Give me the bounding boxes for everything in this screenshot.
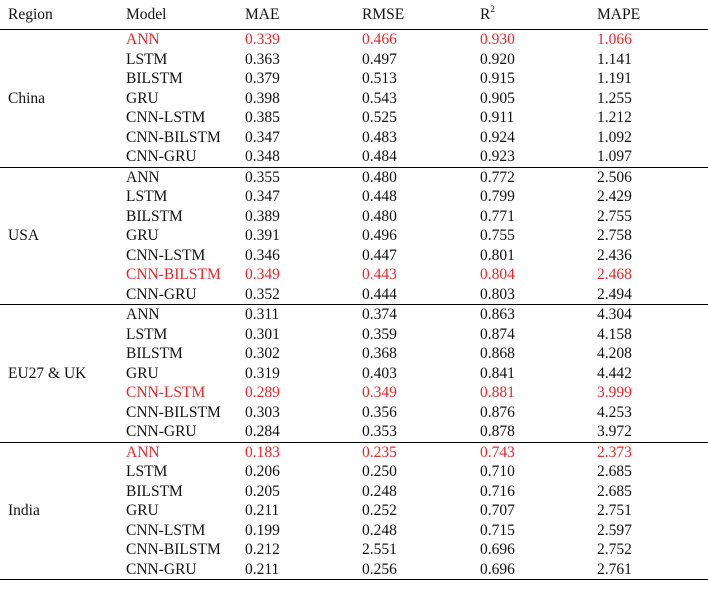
mape-cell: 1.255 [597,89,632,107]
mae-cell: 0.385 [245,109,280,126]
mae-cell: 0.284 [245,423,280,440]
r2-cell: 0.696 [480,560,597,580]
mae-cell: 0.346 [245,246,280,264]
model-cell: CNN-GRU [126,148,197,165]
header-row [0,0,708,30]
mae-cell: 0.211 [245,502,280,519]
mape-cell: 1.191 [597,70,632,87]
mape-cell: 2.597 [597,521,632,539]
header-region: Region [0,0,126,30]
r2-cell: 0.868 [480,345,515,362]
r2-cell: 0.923 [480,148,515,165]
model-cell: CNN-GRU [126,423,197,440]
rmse-cell: 0.443 [362,266,397,283]
r2-cell: 0.755 [480,227,515,244]
model-cell: GRU [126,364,159,382]
region-cell: India [0,442,126,580]
r2-cell: 0.772 [480,167,597,187]
rmse-cell: 0.466 [362,31,397,48]
mape-cell: 2.468 [597,266,632,283]
rmse-cell: 0.444 [362,285,397,303]
mae-cell: 0.319 [245,364,280,382]
mape-cell: 2.761 [597,560,708,580]
model-cell: CNN-LSTM [126,109,206,126]
r2-cell: 0.915 [480,70,515,87]
model-cell: CNN-LSTM [126,384,206,401]
mae-cell: 0.355 [245,167,362,187]
mae-cell: 0.339 [245,31,280,48]
header-rmse: RMSE [362,0,480,30]
r2-cell: 0.715 [480,521,515,539]
header-mae: MAE [245,0,362,30]
rmse-cell: 0.359 [362,325,397,343]
mape-cell: 2.685 [597,463,632,480]
r2-cell: 0.881 [480,384,515,401]
rmse-cell: 0.480 [362,167,480,187]
r2-cell: 0.911 [480,109,515,126]
model-cell: GRU [126,227,159,244]
mape-cell: 4.208 [597,345,632,362]
model-cell: CNN-GRU [126,560,245,580]
model-cell: BILSTM [126,70,183,87]
rmse-cell: 2.551 [362,541,397,558]
rmse-cell: 0.235 [362,442,480,462]
mae-cell: 0.212 [245,541,280,558]
table-row [0,30,708,50]
rmse-cell: 0.349 [362,384,397,401]
header-r2-superscript: 2 [490,4,495,14]
mae-cell: 0.347 [245,128,280,146]
r2-cell: 0.863 [480,305,597,325]
model-cell: LSTM [126,188,168,205]
model-cell: BILSTM [126,207,183,225]
header-mape: MAPE [597,0,708,30]
mape-cell: 1.097 [597,148,632,165]
table-row [0,305,708,325]
r2-cell: 0.930 [480,31,515,48]
model-cell: LSTM [126,50,168,68]
r2-cell: 0.801 [480,246,515,264]
mape-cell: 4.442 [597,364,632,382]
mae-cell: 0.398 [245,89,280,107]
model-cell: LSTM [126,325,168,343]
rmse-cell: 0.250 [362,463,397,480]
rmse-cell: 0.374 [362,305,480,325]
model-cell: BILSTM [126,482,183,500]
r2-cell: 0.771 [480,207,515,225]
mape-cell: 1.141 [597,50,632,68]
table-row [0,167,708,187]
model-cell: BILSTM [126,345,183,362]
rmse-cell: 0.252 [362,502,397,519]
rmse-cell: 0.256 [362,560,480,580]
mape-cell: 2.436 [597,246,632,264]
mae-cell: 0.211 [245,560,362,580]
model-cell: GRU [126,502,159,519]
mae-cell: 0.311 [245,305,362,325]
r2-cell: 0.710 [480,463,515,480]
region-cell: USA [0,167,126,305]
r2-cell: 0.707 [480,502,515,519]
mape-cell: 3.972 [597,423,632,440]
rmse-cell: 0.248 [362,521,397,539]
r2-cell: 0.696 [480,541,515,558]
mae-cell: 0.303 [245,403,280,421]
mae-cell: 0.349 [245,266,280,283]
rmse-cell: 0.543 [362,89,397,107]
rmse-cell: 0.496 [362,227,397,244]
mape-cell: 2.758 [597,227,632,244]
r2-cell: 0.799 [480,188,515,205]
mae-cell: 0.289 [245,384,280,401]
header-r2 [480,0,597,30]
mae-cell: 0.183 [245,442,362,462]
mae-cell: 0.347 [245,188,280,205]
model-cell: LSTM [126,463,168,480]
r2-cell: 0.804 [480,266,515,283]
r2-cell: 0.874 [480,325,515,343]
mae-cell: 0.363 [245,50,280,68]
model-cell: ANN [126,31,160,48]
rmse-cell: 0.248 [362,482,397,500]
mae-cell: 0.379 [245,70,280,87]
mae-cell: 0.199 [245,521,280,539]
rmse-cell: 0.448 [362,188,397,205]
header-model: Model [126,0,245,30]
r2-cell: 0.878 [480,423,515,440]
r2-cell: 0.905 [480,89,515,107]
model-cell: CNN-BILSTM [126,128,221,146]
rmse-cell: 0.353 [362,423,397,440]
mae-cell: 0.389 [245,207,280,225]
mape-cell: 2.506 [597,167,708,187]
region-cell: China [8,89,46,107]
mae-cell: 0.301 [245,325,280,343]
rmse-cell: 0.403 [362,364,397,382]
model-cell: ANN [126,305,245,325]
header-r2-base: R [480,6,491,23]
model-cell: CNN-LSTM [126,521,206,539]
model-cell: CNN-BILSTM [126,403,221,421]
mae-cell: 0.205 [245,482,280,500]
mape-cell: 2.685 [597,482,632,500]
model-cell: CNN-BILSTM [126,541,221,558]
r2-cell: 0.924 [480,128,515,146]
rmse-cell: 0.497 [362,50,397,68]
r2-cell: 0.920 [480,50,515,68]
mae-cell: 0.302 [245,345,280,362]
model-cell: GRU [126,89,159,107]
model-cell: CNN-GRU [126,285,197,303]
mape-cell: 2.429 [597,188,632,205]
rmse-cell: 0.484 [362,148,397,165]
mape-cell: 4.253 [597,403,632,421]
r2-cell: 0.876 [480,403,515,421]
mape-cell: 4.158 [597,325,632,343]
rmse-cell: 0.356 [362,403,397,421]
rmse-cell: 0.525 [362,109,397,126]
mape-cell: 4.304 [597,305,708,325]
model-cell: ANN [126,442,245,462]
mape-cell: 2.755 [597,207,632,225]
mae-cell: 0.348 [245,148,280,165]
table-body [0,30,708,580]
r2-cell: 0.743 [480,442,597,462]
model-cell: ANN [126,167,245,187]
mae-cell: 0.206 [245,463,280,480]
rmse-cell: 0.483 [362,128,397,146]
rmse-cell: 0.447 [362,246,397,264]
mape-cell: 3.999 [597,384,632,401]
model-cell: CNN-BILSTM [126,266,221,283]
mape-cell: 1.092 [597,128,632,146]
rmse-cell: 0.513 [362,70,397,87]
r2-cell: 0.716 [480,482,515,500]
mape-cell: 2.751 [597,502,632,519]
mape-cell: 2.494 [597,285,632,303]
mae-cell: 0.352 [245,285,280,303]
mape-cell: 1.066 [597,31,632,48]
rmse-cell: 0.480 [362,207,397,225]
mape-cell: 2.752 [597,541,632,558]
mae-cell: 0.391 [245,227,280,244]
mape-cell: 1.212 [597,109,632,126]
r2-cell: 0.841 [480,364,515,382]
table-row [0,442,708,462]
region-cell: EU27 & UK [0,305,126,443]
r2-cell: 0.803 [480,285,515,303]
mape-cell: 2.373 [597,442,708,462]
rmse-cell: 0.368 [362,345,397,362]
table-header [0,0,708,30]
model-cell: CNN-LSTM [126,246,206,264]
